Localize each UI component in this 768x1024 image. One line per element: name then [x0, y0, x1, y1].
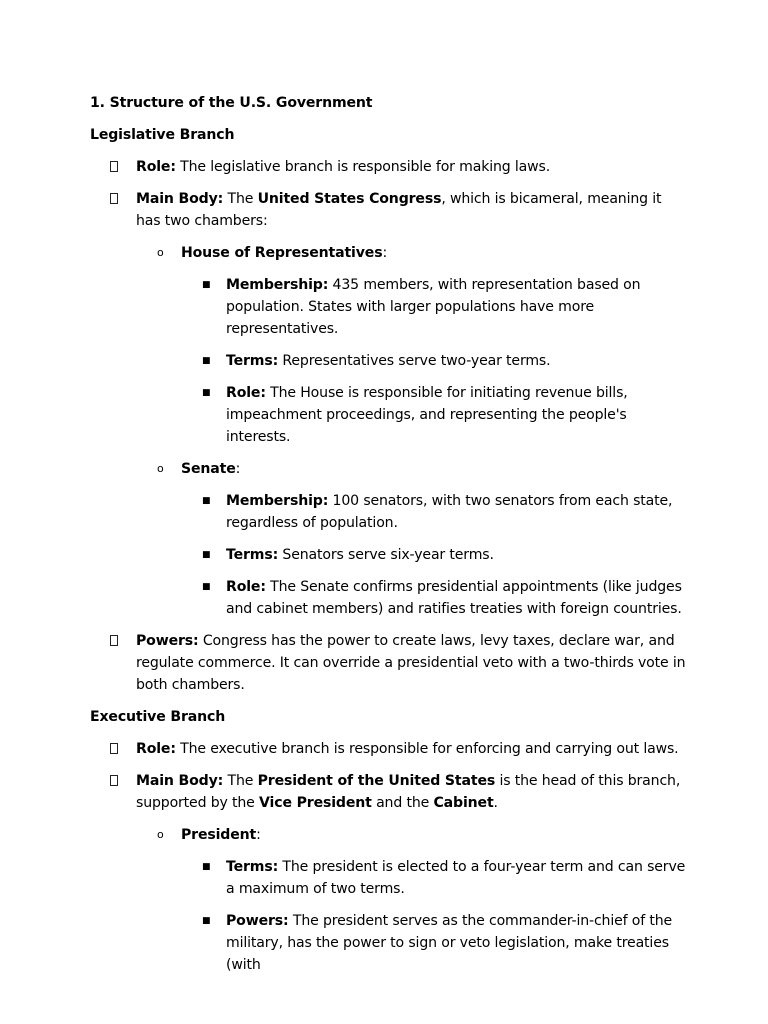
square-bullet-icon: ■	[202, 916, 211, 926]
senate-role-item: ■ Role: The Senate confirms presidential appointments (like judges and cabinet members) and ratifies treaties with foreign countries.	[90, 576, 690, 620]
checkbox-bullet-icon	[110, 156, 118, 178]
checkbox-bullet-icon	[110, 630, 118, 652]
square-bullet-icon: ■	[202, 356, 211, 366]
square-bullet-icon: ■	[202, 550, 211, 560]
executive-heading: Executive Branch	[90, 709, 226, 725]
house-terms-item: ■ Terms: Representatives serve two-year terms.	[90, 350, 690, 372]
legislative-powers-item: Powers: Congress has the power to create laws, levy taxes, declare war, and regulate commerce. It can override a presidential veto with a two-thirds vote in both chambers.	[90, 630, 690, 696]
legislative-role-item: Role: The legislative branch is responsible for making laws.	[90, 156, 690, 178]
circle-bullet-icon: o	[157, 828, 164, 841]
square-bullet-icon: ■	[202, 496, 211, 506]
square-bullet-icon: ■	[202, 582, 211, 592]
president-item: o President:	[90, 824, 690, 846]
senate-item: o Senate:	[90, 458, 690, 480]
president-terms-item: ■ Terms: The president is elected to a four-year term and can serve a maximum of two terms.	[90, 856, 690, 900]
circle-bullet-icon: o	[157, 462, 164, 475]
checkbox-bullet-icon	[110, 770, 118, 792]
senate-terms-item: ■ Terms: Senators serve six-year terms.	[90, 544, 690, 566]
checkbox-bullet-icon	[110, 188, 118, 210]
senate-membership-item: ■ Membership: 100 senators, with two senators from each state, regardless of population.	[90, 490, 690, 534]
legislative-heading: Legislative Branch	[90, 127, 235, 143]
circle-bullet-icon: o	[157, 246, 164, 259]
house-role-item: ■ Role: The House is responsible for initiating revenue bills, impeachment proceedings, and representing the people's interests.	[90, 382, 690, 448]
square-bullet-icon: ■	[202, 280, 211, 290]
checkbox-bullet-icon	[110, 738, 118, 760]
square-bullet-icon: ■	[202, 862, 211, 872]
square-bullet-icon: ■	[202, 388, 211, 398]
executive-role-item: Role: The executive branch is responsible for enforcing and carrying out laws.	[90, 738, 690, 760]
house-membership-item: ■ Membership: 435 members, with representation based on population. States with larger populations have more representatives.	[90, 274, 690, 340]
section-title: 1. Structure of the U.S. Government	[90, 95, 373, 111]
president-powers-item: ■ Powers: The president serves as the commander-in-chief of the military, has the power to sign or veto legislation, make treaties (with	[90, 910, 690, 976]
executive-main-body-item: Main Body: The President of the United States is the head of this branch, supported by the Vice President and the Cabinet.	[90, 770, 690, 814]
legislative-main-body-item: Main Body: The United States Congress, which is bicameral, meaning it has two chambers:	[90, 188, 690, 232]
house-item: o House of Representatives:	[90, 242, 690, 264]
document-page	[90, 92, 690, 986]
